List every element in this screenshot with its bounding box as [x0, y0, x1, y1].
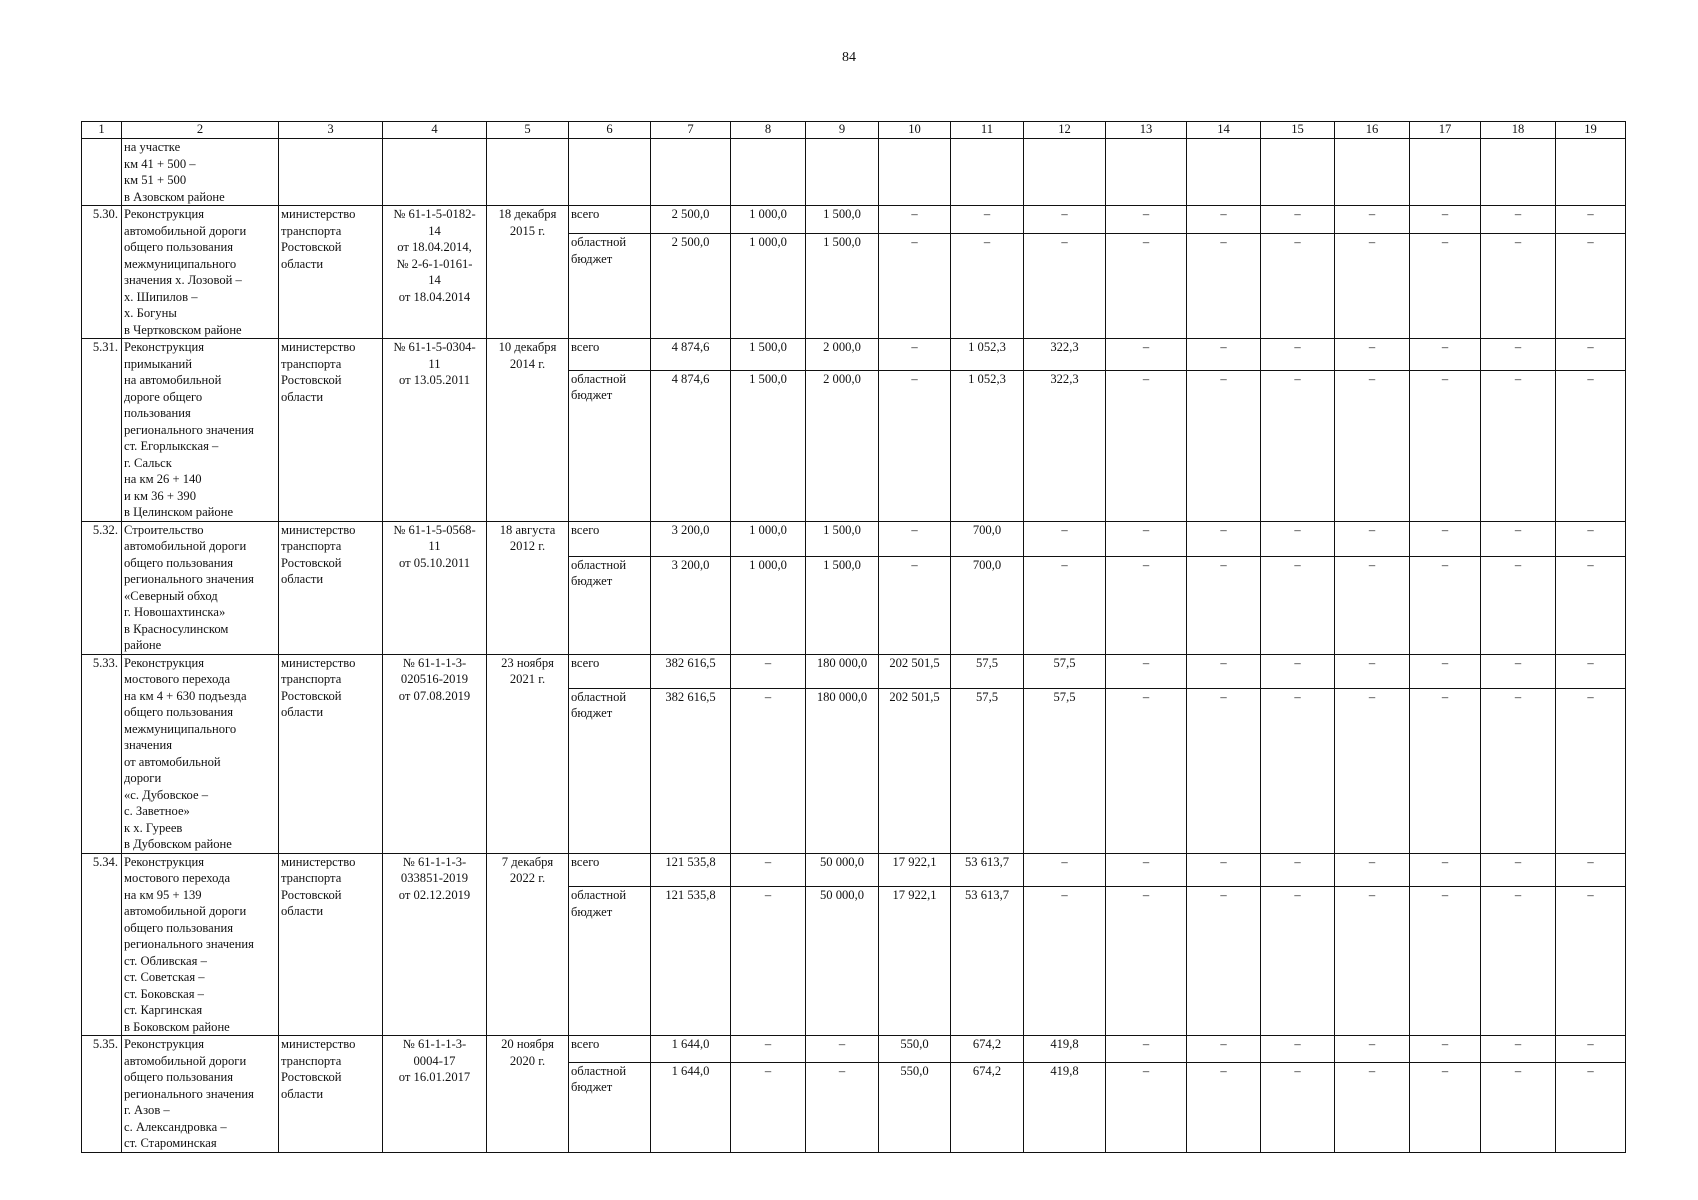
value-cell: 57,5	[951, 654, 1024, 688]
value-cell: –	[1261, 688, 1335, 853]
value-cell: –	[1410, 556, 1481, 654]
value-cell: 57,5	[1024, 654, 1106, 688]
value-cell: –	[1187, 339, 1261, 371]
value-cell: 419,8	[1024, 1036, 1106, 1063]
value-cell: –	[1335, 1036, 1410, 1063]
row-number-cell: 5.30.	[82, 206, 122, 339]
empty-cell	[806, 139, 879, 206]
value-cell: 1 644,0	[651, 1062, 731, 1152]
organization-cell: министерство транспорта Ростовской области	[279, 853, 383, 1036]
table-row	[82, 654, 1626, 688]
value-cell: –	[1335, 1062, 1410, 1152]
value-cell: –	[1556, 1036, 1626, 1063]
value-cell: –	[879, 521, 951, 556]
value-cell: –	[1024, 556, 1106, 654]
value-cell: –	[1106, 556, 1187, 654]
value-cell: –	[1481, 688, 1556, 853]
object-name-cell: Реконструкция мостового перехода на км 4 + 630 подъезда общего пользования межмуниципального значения от автомобильной дороги «с. Дубовское – с. Заветное» к х. Гуреев в Дубовском районе	[122, 654, 279, 853]
value-cell: 700,0	[951, 556, 1024, 654]
header-cell: 9	[806, 122, 879, 139]
value-cell: –	[1481, 887, 1556, 1036]
value-cell: –	[1556, 521, 1626, 556]
document-cell: № 61-1-1-3- 033851-2019 от 02.12.2019	[383, 853, 487, 1036]
value-cell: –	[1187, 370, 1261, 521]
table-row	[82, 521, 1626, 556]
date-cell: 7 декабря 2022 г.	[487, 853, 569, 1036]
source-label-cell: всего	[569, 853, 651, 887]
value-cell: –	[1481, 1062, 1556, 1152]
document-cell: № 61-1-5-0182- 14 от 18.04.2014, № 2-6-1-0161- 14 от 18.04.2014	[383, 206, 487, 339]
value-cell: 2 500,0	[651, 206, 731, 234]
value-cell: –	[1481, 234, 1556, 339]
value-cell: –	[1556, 654, 1626, 688]
value-cell: 1 644,0	[651, 1036, 731, 1063]
value-cell: –	[879, 370, 951, 521]
value-cell: 1 500,0	[731, 339, 806, 371]
value-cell: 1 500,0	[806, 234, 879, 339]
header-cell: 8	[731, 122, 806, 139]
value-cell: –	[1556, 853, 1626, 887]
value-cell: –	[1335, 234, 1410, 339]
value-cell: –	[806, 1062, 879, 1152]
value-cell: –	[879, 556, 951, 654]
source-label-cell: всего	[569, 206, 651, 234]
empty-cell	[1261, 139, 1335, 206]
header-cell: 14	[1187, 122, 1261, 139]
value-cell: 550,0	[879, 1036, 951, 1063]
value-cell: –	[1106, 654, 1187, 688]
value-cell: –	[1556, 688, 1626, 853]
empty-cell	[1106, 139, 1187, 206]
organization-cell: министерство транспорта Ростовской области	[279, 1036, 383, 1153]
value-cell: –	[1335, 688, 1410, 853]
value-cell: –	[1024, 853, 1106, 887]
value-cell: 50 000,0	[806, 887, 879, 1036]
value-cell: 700,0	[951, 521, 1024, 556]
source-label-cell: всего	[569, 654, 651, 688]
organization-cell: министерство транспорта Ростовской области	[279, 339, 383, 522]
value-cell: –	[1261, 206, 1335, 234]
value-cell: –	[1410, 1036, 1481, 1063]
value-cell: –	[1261, 887, 1335, 1036]
value-cell: –	[731, 887, 806, 1036]
value-cell: –	[1481, 654, 1556, 688]
row-number-cell: 5.35.	[82, 1036, 122, 1153]
value-cell: –	[1481, 556, 1556, 654]
value-cell: –	[1024, 521, 1106, 556]
value-cell: 1 500,0	[806, 206, 879, 234]
value-cell: 53 613,7	[951, 887, 1024, 1036]
object-name-cell: Реконструкция автомобильной дороги общего пользования регионального значения г. Азов – с. Александровка – ст. Староминская	[122, 1036, 279, 1153]
source-label-cell: областной бюджет	[569, 887, 651, 1036]
value-cell: 121 535,8	[651, 887, 731, 1036]
empty-cell	[731, 139, 806, 206]
value-cell: –	[1481, 1036, 1556, 1063]
source-label-cell: всего	[569, 339, 651, 371]
header-cell: 10	[879, 122, 951, 139]
document-cell: № 61-1-1-3- 0004-17 от 16.01.2017	[383, 1036, 487, 1153]
empty-cell	[651, 139, 731, 206]
value-cell: –	[1556, 339, 1626, 371]
value-cell: 2 000,0	[806, 370, 879, 521]
document-cell: № 61-1-1-3- 020516-2019 от 07.08.2019	[383, 654, 487, 853]
value-cell: 2 000,0	[806, 339, 879, 371]
value-cell: 202 501,5	[879, 688, 951, 853]
value-cell: –	[1106, 521, 1187, 556]
value-cell: 3 200,0	[651, 556, 731, 654]
table-row	[82, 853, 1626, 887]
value-cell: –	[1335, 339, 1410, 371]
value-cell: –	[1556, 1062, 1626, 1152]
header-cell: 11	[951, 122, 1024, 139]
header-cell: 12	[1024, 122, 1106, 139]
value-cell: –	[1335, 370, 1410, 521]
value-cell: –	[1335, 654, 1410, 688]
value-cell: 322,3	[1024, 370, 1106, 521]
value-cell: –	[879, 339, 951, 371]
header-cell: 6	[569, 122, 651, 139]
header-cell: 3	[279, 122, 383, 139]
row-number-cell: 5.31.	[82, 339, 122, 522]
value-cell: –	[1024, 234, 1106, 339]
document-cell: № 61-1-5-0568- 11 от 05.10.2011	[383, 521, 487, 654]
value-cell: –	[1106, 887, 1187, 1036]
header-cell: 16	[1335, 122, 1410, 139]
value-cell: –	[1481, 853, 1556, 887]
value-cell: –	[1410, 654, 1481, 688]
empty-cell	[951, 139, 1024, 206]
value-cell: –	[1261, 339, 1335, 371]
header-cell: 5	[487, 122, 569, 139]
table-row	[82, 206, 1626, 234]
value-cell: 674,2	[951, 1036, 1024, 1063]
value-cell: 57,5	[1024, 688, 1106, 853]
value-cell: –	[1481, 370, 1556, 521]
value-cell: –	[1335, 206, 1410, 234]
value-cell: 1 052,3	[951, 339, 1024, 371]
value-cell: –	[1556, 370, 1626, 521]
value-cell: –	[1410, 206, 1481, 234]
value-cell: –	[1024, 887, 1106, 1036]
value-cell: –	[1106, 688, 1187, 853]
value-cell: –	[1556, 206, 1626, 234]
value-cell: 322,3	[1024, 339, 1106, 371]
value-cell: –	[1556, 887, 1626, 1036]
value-cell: –	[1335, 853, 1410, 887]
date-cell: 23 ноября 2021 г.	[487, 654, 569, 853]
date-cell: 18 декабря 2015 г.	[487, 206, 569, 339]
empty-cell	[487, 139, 569, 206]
value-cell: –	[1187, 853, 1261, 887]
value-cell: –	[1187, 887, 1261, 1036]
value-cell: –	[731, 1062, 806, 1152]
value-cell: 1 000,0	[731, 521, 806, 556]
empty-cell	[1410, 139, 1481, 206]
row-number-cell: 5.32.	[82, 521, 122, 654]
value-cell: –	[1187, 521, 1261, 556]
continuation-row	[82, 139, 1626, 206]
value-cell: 180 000,0	[806, 688, 879, 853]
value-cell: 53 613,7	[951, 853, 1024, 887]
value-cell: –	[1106, 339, 1187, 371]
value-cell: –	[1187, 688, 1261, 853]
value-cell: –	[806, 1036, 879, 1063]
header-cell: 13	[1106, 122, 1187, 139]
value-cell: –	[1106, 1036, 1187, 1063]
value-cell: 1 000,0	[731, 556, 806, 654]
empty-cell	[1556, 139, 1626, 206]
value-cell: 1 500,0	[806, 556, 879, 654]
value-cell: –	[731, 1036, 806, 1063]
value-cell: –	[1106, 206, 1187, 234]
empty-cell	[279, 139, 383, 206]
value-cell: –	[1261, 1036, 1335, 1063]
source-label-cell: областной бюджет	[569, 234, 651, 339]
value-cell: –	[1261, 1062, 1335, 1152]
value-cell: 1 052,3	[951, 370, 1024, 521]
value-cell: –	[879, 234, 951, 339]
empty-cell	[383, 139, 487, 206]
value-cell: –	[1410, 853, 1481, 887]
source-label-cell: областной бюджет	[569, 556, 651, 654]
table-row	[82, 1036, 1626, 1063]
source-label-cell: областной бюджет	[569, 370, 651, 521]
value-cell: –	[1410, 339, 1481, 371]
header-cell: 1	[82, 122, 122, 139]
empty-cell	[1481, 139, 1556, 206]
value-cell: 121 535,8	[651, 853, 731, 887]
value-cell: –	[1261, 654, 1335, 688]
value-cell: –	[951, 234, 1024, 339]
value-cell: 17 922,1	[879, 887, 951, 1036]
value-cell: –	[1335, 887, 1410, 1036]
value-cell: –	[1410, 234, 1481, 339]
object-name-cell: Строительство автомобильной дороги общего пользования регионального значения «Северный обход г. Новошахтинска» в Красносулинском районе	[122, 521, 279, 654]
value-cell: –	[731, 688, 806, 853]
document-cell: № 61-1-5-0304- 11 от 13.05.2011	[383, 339, 487, 522]
value-cell: 419,8	[1024, 1062, 1106, 1152]
value-cell: 382 616,5	[651, 654, 731, 688]
value-cell: –	[1261, 370, 1335, 521]
header-cell: 18	[1481, 122, 1556, 139]
value-cell: –	[879, 206, 951, 234]
organization-cell: министерство транспорта Ростовской области	[279, 654, 383, 853]
organization-cell: министерство транспорта Ростовской области	[279, 206, 383, 339]
date-cell: 18 августа 2012 г.	[487, 521, 569, 654]
object-name-cell: Реконструкция примыканий на автомобильной дороге общего пользования регионального значения ст. Егорлыкская – г. Сальск на км 26 + 140 и км 36 + 390 в Целинском районе	[122, 339, 279, 522]
value-cell: –	[1261, 853, 1335, 887]
value-cell: 57,5	[951, 688, 1024, 853]
value-cell: 50 000,0	[806, 853, 879, 887]
value-cell: –	[1187, 654, 1261, 688]
value-cell: –	[731, 654, 806, 688]
row-number-cell: 5.33.	[82, 654, 122, 853]
table-row	[82, 339, 1626, 371]
header-cell: 19	[1556, 122, 1626, 139]
value-cell: 1 500,0	[731, 370, 806, 521]
value-cell: –	[1556, 234, 1626, 339]
value-cell: –	[1335, 521, 1410, 556]
value-cell: –	[1261, 556, 1335, 654]
object-name-cell: Реконструкция автомобильной дороги общего пользования межмуниципального значения х. Лозовой – х. Шипилов – х. Богуны в Чертковском районе	[122, 206, 279, 339]
value-cell: 1 000,0	[731, 234, 806, 339]
value-cell: –	[731, 853, 806, 887]
date-cell: 10 декабря 2014 г.	[487, 339, 569, 522]
value-cell: –	[1187, 1036, 1261, 1063]
value-cell: 382 616,5	[651, 688, 731, 853]
empty-cell	[569, 139, 651, 206]
value-cell: –	[1556, 556, 1626, 654]
header-row	[82, 122, 1626, 139]
row-number-cell: 5.34.	[82, 853, 122, 1036]
value-cell: –	[1106, 1062, 1187, 1152]
value-cell: –	[1106, 370, 1187, 521]
empty-cell	[1335, 139, 1410, 206]
source-label-cell: областной бюджет	[569, 1062, 651, 1152]
value-cell: 550,0	[879, 1062, 951, 1152]
header-cell: 15	[1261, 122, 1335, 139]
page-number: 84	[842, 50, 856, 65]
value-cell: –	[1481, 206, 1556, 234]
value-cell: 1 500,0	[806, 521, 879, 556]
row-number-cell	[82, 139, 122, 206]
date-cell: 20 ноября 2020 г.	[487, 1036, 569, 1153]
value-cell: 3 200,0	[651, 521, 731, 556]
value-cell: –	[1187, 1062, 1261, 1152]
value-cell: –	[1187, 556, 1261, 654]
value-cell: –	[1410, 688, 1481, 853]
value-cell: –	[1335, 556, 1410, 654]
budget-table	[81, 121, 1626, 1153]
object-name-cell: на участке км 41 + 500 – км 51 + 500 в Азовском районе	[122, 139, 279, 206]
value-cell: –	[1187, 234, 1261, 339]
source-label-cell: всего	[569, 521, 651, 556]
value-cell: 17 922,1	[879, 853, 951, 887]
header-cell: 7	[651, 122, 731, 139]
value-cell: 180 000,0	[806, 654, 879, 688]
value-cell: 2 500,0	[651, 234, 731, 339]
empty-cell	[1187, 139, 1261, 206]
organization-cell: министерство транспорта Ростовской области	[279, 521, 383, 654]
header-cell: 4	[383, 122, 487, 139]
source-label-cell: областной бюджет	[569, 688, 651, 853]
value-cell: –	[1106, 853, 1187, 887]
value-cell: –	[1410, 887, 1481, 1036]
header-cell: 17	[1410, 122, 1481, 139]
value-cell: –	[1187, 206, 1261, 234]
value-cell: 4 874,6	[651, 339, 731, 371]
value-cell: –	[1261, 234, 1335, 339]
value-cell: 4 874,6	[651, 370, 731, 521]
value-cell: 674,2	[951, 1062, 1024, 1152]
header-cell: 2	[122, 122, 279, 139]
value-cell: –	[1410, 521, 1481, 556]
value-cell: –	[1024, 206, 1106, 234]
value-cell: –	[1261, 521, 1335, 556]
value-cell: 1 000,0	[731, 206, 806, 234]
value-cell: –	[1106, 234, 1187, 339]
source-label-cell: всего	[569, 1036, 651, 1063]
value-cell: 202 501,5	[879, 654, 951, 688]
value-cell: –	[1481, 339, 1556, 371]
empty-cell	[1024, 139, 1106, 206]
empty-cell	[879, 139, 951, 206]
object-name-cell: Реконструкция мостового перехода на км 95 + 139 автомобильной дороги общего пользования регионального значения ст. Обливская – ст. Советская – ст. Боковская – ст. Каргинская в Боковском районе	[122, 853, 279, 1036]
value-cell: –	[1410, 1062, 1481, 1152]
value-cell: –	[1410, 370, 1481, 521]
value-cell: –	[951, 206, 1024, 234]
value-cell: –	[1481, 521, 1556, 556]
